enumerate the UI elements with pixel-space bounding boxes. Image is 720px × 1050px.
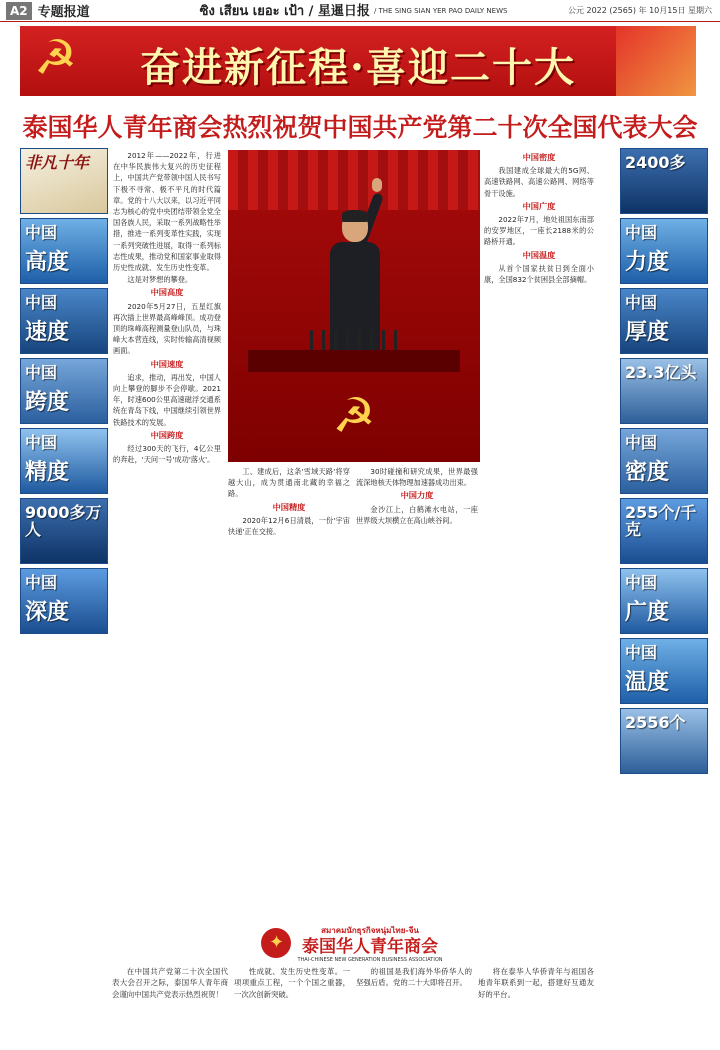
tile-right-5 <box>620 428 708 494</box>
tile-label: 中国 <box>625 433 658 452</box>
paragraph: 在中国共产党第二十次全国代表大会召开之际，泰国华人青年商会谨向中国共产党表示热烈祝贺！ <box>112 967 228 999</box>
footer-column-1 <box>112 966 228 1050</box>
article-column-2 <box>228 466 350 916</box>
tile-keyword: 精度 <box>25 460 70 485</box>
party-emblem-icon: ☭ <box>332 388 376 444</box>
tile-label: 中国 <box>25 433 58 452</box>
logo-text <box>297 924 442 963</box>
tile-left-6 <box>20 498 108 564</box>
tile-label: 2400多 <box>625 153 686 172</box>
paragraph: 2022年7月，地处祖国东南部的安罗地区，一座长2188米的公路桥开通。 <box>484 215 594 247</box>
tile-label: 中国 <box>625 293 658 312</box>
tile-right-9 <box>620 708 708 774</box>
tile-keyword: 跨度 <box>25 390 70 415</box>
tile-keyword: 深度 <box>25 600 70 625</box>
tile-right-1 <box>620 148 708 214</box>
tile-label: 中国 <box>25 223 58 242</box>
page-number: A2 <box>6 2 32 20</box>
leader-photo <box>228 150 480 462</box>
podium <box>248 350 460 372</box>
paragraph: 我国建成全球最大的5G网、高速铁路网、高速公路网、网络等骨干设施。 <box>484 166 594 198</box>
red-curtain <box>228 150 480 210</box>
paragraph: 从首个国家扶贫日到全面小康，全国832个贫困县全部摘帽。 <box>484 263 594 285</box>
paragraph: 2020年5月27日，五星红旗再次插上世界最高峰峰顶。成功登顶的珠峰高程测量登山队员，与珠峰大本营连线，实时传输高清视频画面。 <box>113 301 221 356</box>
tile-keyword: 力度 <box>625 250 670 275</box>
tile-left-7 <box>20 568 108 634</box>
section-heading: 中国密度 <box>522 152 556 162</box>
section-heading: 中国精度 <box>272 501 306 512</box>
right-tile-strip <box>620 148 708 778</box>
paragraph: 工、建成后，这条'雪域天路'将穿越大山，成为贯通南北藏的幸福之路。 <box>228 467 350 499</box>
section-heading: 中国跨度 <box>150 429 184 440</box>
banner-title: 奋进新征程·喜迎二十大 <box>140 44 576 91</box>
section-heading: 中国力度 <box>400 490 434 501</box>
tile-label: 非凡十年 <box>25 153 90 172</box>
hair <box>342 210 368 222</box>
section-heading: 中国高度 <box>150 287 184 298</box>
tile-label: 中国 <box>625 573 658 592</box>
masthead: ซิง เสียน เยอะ เป้า / 星暹日报 <box>199 4 370 19</box>
tile-keyword: 高度 <box>25 250 70 275</box>
tile-left-4 <box>20 358 108 424</box>
tile-left-3 <box>20 288 108 354</box>
masthead-subtitle: / THE SING SIAN YER PAO DAILY NEWS <box>373 6 508 15</box>
section-heading: 中国速度 <box>150 358 184 369</box>
paragraph: 追求，推动，再出发，中国人向上攀登的脚步不会停歇。2021年，时速600公里高速磁浮交通系统在青岛下线，中国继续引领世界铁路技术的发展。 <box>113 372 221 427</box>
tile-label: 中国 <box>25 293 58 312</box>
paragraph: 性成就、发生历史性变革。一项项重点工程，一个个国之重器，一次次创新突破。 <box>234 967 350 999</box>
association-logo <box>108 922 596 964</box>
headline: 泰国华人青年商会热烈祝贺中国共产党第二十次全国代表大会 <box>22 113 698 142</box>
tile-label: 中国 <box>25 363 58 382</box>
tile-label: 中国 <box>25 573 58 592</box>
tile-keyword: 速度 <box>25 320 70 345</box>
tile-label: 2556个 <box>625 713 686 732</box>
banner-decor <box>616 26 696 96</box>
logo-chinese: 泰国华人青年商会 <box>301 936 438 957</box>
tile-right-8 <box>620 638 708 704</box>
footer-column-2 <box>234 966 350 1050</box>
paragraph: 2020年12月6日清晨，一份'宇宙快递'正在交接。 <box>228 515 350 537</box>
tile-keyword: 温度 <box>625 670 670 695</box>
paragraph: 2012年——2022年，行进在中华民族伟大复兴的历史征程上，中国共产党带领中国人民书写下极不寻常、极不平凡的时代篇章。党的十八大以来，以习近平同志为核心的党中央团结带领全党全国各族人民，采取一系列战略性举措，推进一系列变革性实践，实现一系列突破性进展，取得一系列标志性成果，推动党和国家事业取得历史性成就、发生历史性变革。 <box>113 151 221 273</box>
tile-right-4 <box>620 358 708 424</box>
article-column-3 <box>356 466 478 916</box>
paragraph: 30时碰撞和研究成果，世界最强流深地核天体物理加速器成功出束。 <box>356 467 478 488</box>
paragraph: 经过300天的飞行，4亿公里的奔赴，'天问一号'成功'落火'。 <box>113 444 221 465</box>
tile-left-2 <box>20 218 108 284</box>
tile-right-3 <box>620 288 708 354</box>
article-column-1 <box>113 150 221 1010</box>
left-tile-strip <box>20 148 108 638</box>
tile-label: 9000多万人 <box>25 503 102 539</box>
tile-right-6 <box>620 498 708 564</box>
dateline: 公元 2022 (2565) 年 10月15日 星期六 <box>567 6 712 15</box>
association-emblem-icon: ✦ <box>261 928 291 958</box>
tile-label: 255个/千克 <box>625 503 697 539</box>
section-heading: 中国广度 <box>522 200 556 211</box>
tile-keyword: 密度 <box>625 460 670 485</box>
tile-left-5 <box>20 428 108 494</box>
tile-label: 23.3亿头 <box>625 363 697 382</box>
logo-thai: สมาคมนักธุรกิจหนุ่มไทย-จีน <box>321 925 419 935</box>
tile-label: 中国 <box>625 223 658 242</box>
paragraph: 金沙江上，白鹤滩水电站，一座世界级大坝横立在高山峡谷间。 <box>356 504 478 525</box>
footer-column-3 <box>356 966 472 1050</box>
paragraph: 的祖国是我们海外华侨华人的坚强后盾。党的二十大即将召开。 <box>356 967 472 988</box>
tile-label: 中国 <box>625 643 658 662</box>
banner <box>20 26 696 96</box>
page-header <box>0 0 720 22</box>
logo-english: THAI-CHINESE NEW GENERATION BUSINESS ASSOCIATION <box>297 956 443 963</box>
footer-column-4 <box>478 966 594 1050</box>
tile-right-7 <box>620 568 708 634</box>
section-heading: 中国温度 <box>522 249 556 260</box>
tile-left-1 <box>20 148 108 214</box>
tile-keyword: 广度 <box>625 600 670 625</box>
tile-right-2 <box>620 218 708 284</box>
paragraph: 这是对梦想的攀登。 <box>127 275 193 285</box>
hammer-sickle-icon: ☭ <box>34 30 78 86</box>
section-title: 专题报道 <box>37 5 90 20</box>
tile-keyword: 厚度 <box>625 320 670 345</box>
hand <box>372 178 382 192</box>
paragraph: 将在泰华人华侨青年与祖国各地青年联系到一起，搭建好互通友好的平台。 <box>478 967 594 999</box>
article-column-4 <box>484 150 594 1010</box>
footer-advert <box>108 918 596 1050</box>
